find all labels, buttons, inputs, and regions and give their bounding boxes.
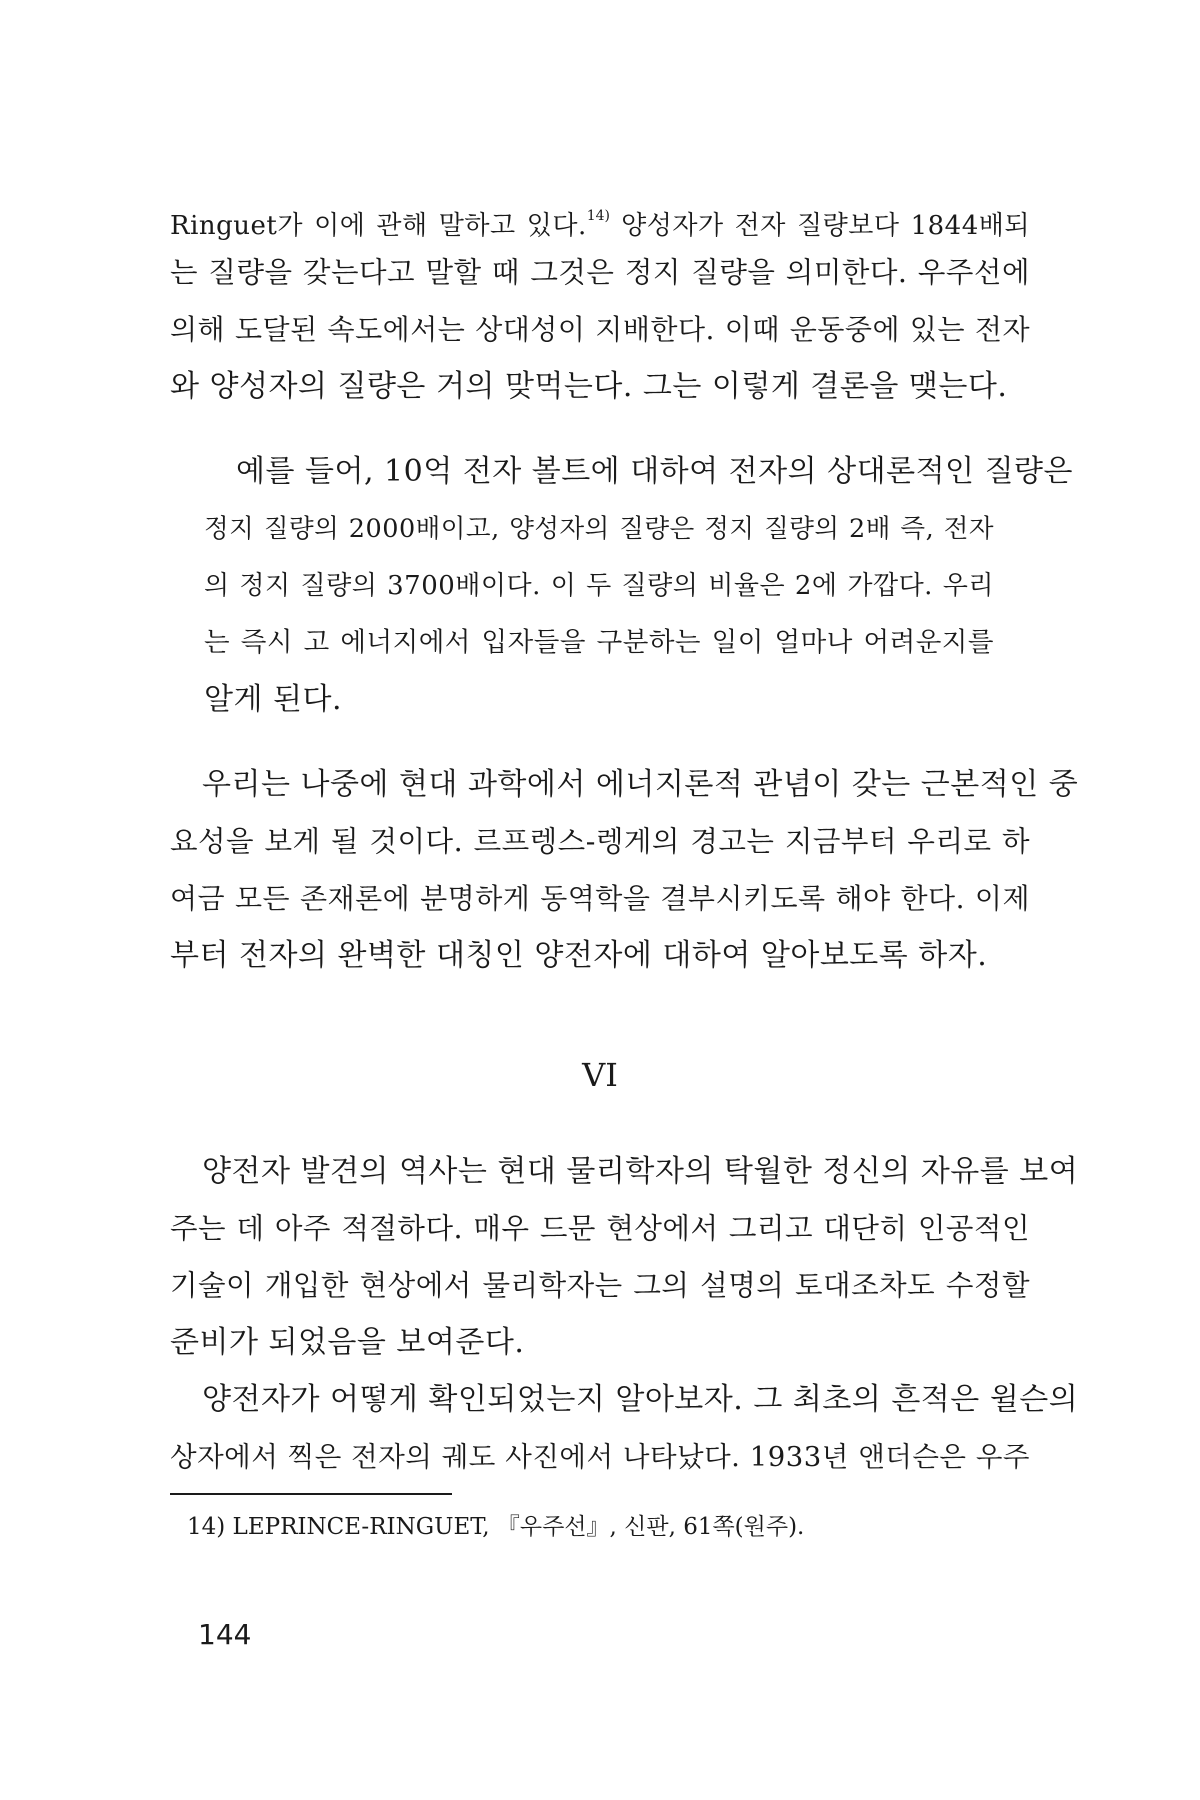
quote-line-2: 정지 질량의 2000배이고, 양성자의 질량은 정지 질량의 2배 즉, 전자 [204,514,994,544]
paragraph-4-line-2: 상자에서 찍은 전자의 궤도 사진에서 나타났다. 1933년 앤더슨은 우주 [170,1441,1030,1473]
paragraph-3-line-3: 기술이 개입한 현상에서 물리학자는 그의 설명의 토대조차도 수정할 [170,1269,1030,1302]
paragraph-1-line-4: 와 양성자의 질량은 거의 맞먹는다. 그는 이렇게 결론을 맺는다. [170,369,1008,404]
paragraph-3-line-1: 양전자 발견의 역사는 현대 물리학자의 탁월한 정신의 자유를 보여 [202,1154,1079,1189]
paragraph-3-line-4: 준비가 되었음을 보여준다. [170,1325,525,1360]
page-number: 144 [198,1618,252,1651]
paragraph-1-line-3: 의해 도달된 속도에서는 상대성이 지배한다. 이때 운동중에 있는 전자 [170,313,1030,346]
quote-line-5: 알게 된다. [204,682,342,717]
paragraph-2-line-2: 요성을 보게 될 것이다. 르프렝스-렝게의 경고는 지금부터 우리로 하 [170,825,1030,858]
paragraph-1-line-1 [170,196,1030,246]
paragraph-1-line-1-text: Ringuet가 이에 관해 말하고 있다. [170,211,587,241]
section-heading: VI [582,1056,618,1094]
paragraph-2-line-1: 우리는 나중에 현대 과학에서 에너지론적 관념이 갖는 근본적인 중 [202,767,1079,802]
footnote: 14) LEPRINCE-RINGUET, 『우주선』, 신판, 61쪽(원주). [187,1514,805,1540]
paragraph-2-line-3: 여금 모든 존재론에 분명하게 동역학을 결부시키도록 해야 한다. 이제 [170,882,1030,915]
paragraph-3-line-2: 주는 데 아주 적절하다. 매우 드문 현상에서 그리고 대단히 인공적인 [170,1212,1030,1245]
paragraph-1-line-2: 는 질량을 갖는다고 말할 때 그것은 정지 질량을 의미한다. 우주선에 [170,256,1030,289]
footnote-reference: 14) [586,208,610,224]
paragraph-4-line-1: 양전자가 어떻게 확인되었는지 알아보자. 그 최초의 흔적은 윌슨의 [202,1382,1079,1417]
quote-line-1: 예를 들어, 10억 전자 볼트에 대하여 전자의 상대론적인 질량은 [236,454,1074,489]
quote-line-4: 는 즉시 고 에너지에서 입자들을 구분하는 일이 얼마나 어려운지를 [204,627,994,658]
paragraph-2-line-4: 부터 전자의 완벽한 대칭인 양전자에 대하여 알아보도록 하자. [170,938,988,973]
paragraph-1-line-1-text-cont: 양성자가 전자 질량보다 1844배되 [610,211,1030,241]
quote-line-3: 의 정지 질량의 3700배이다. 이 두 질량의 비율은 2에 가깝다. 우리 [204,571,994,601]
footnote-divider [170,1493,452,1495]
